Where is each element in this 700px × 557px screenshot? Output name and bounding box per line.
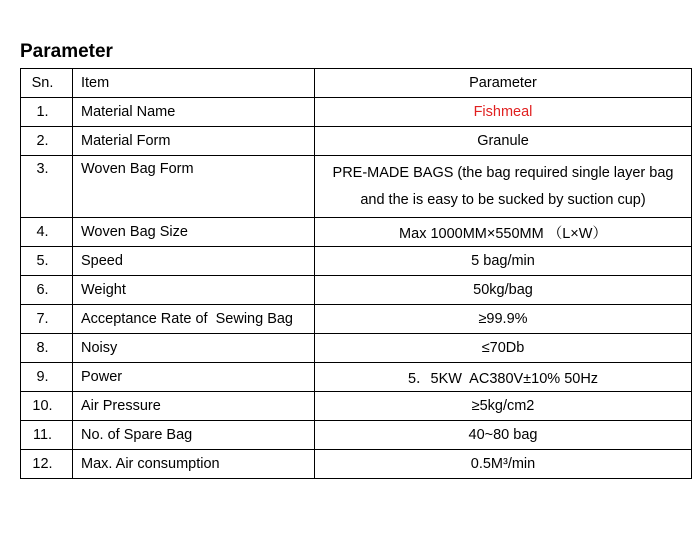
table-header-row bbox=[21, 69, 692, 98]
row-item: Weight bbox=[73, 276, 315, 305]
row-value: Max 1000MM×550MM （L×W） bbox=[315, 218, 692, 247]
table-row bbox=[21, 276, 692, 305]
row-value bbox=[315, 156, 692, 218]
row-value-line1: PRE-MADE BAGS (the bag required single layer bag bbox=[332, 164, 674, 181]
table-row bbox=[21, 98, 692, 127]
row-item: Material Form bbox=[73, 127, 315, 156]
parameter-table bbox=[20, 68, 692, 479]
header-item: Item bbox=[73, 69, 315, 98]
row-item: Air Pressure bbox=[73, 392, 315, 421]
row-sn: 8. bbox=[21, 334, 73, 363]
row-value: 5．5KW AC380V±10% 50Hz bbox=[315, 363, 692, 392]
table-row bbox=[21, 247, 692, 276]
row-item: Speed bbox=[73, 247, 315, 276]
header-sn: Sn. bbox=[21, 69, 73, 98]
row-sn: 7. bbox=[21, 305, 73, 334]
row-value: Fishmeal bbox=[315, 98, 692, 127]
row-sn: 6. bbox=[21, 276, 73, 305]
table-row bbox=[21, 334, 692, 363]
table-row bbox=[21, 363, 692, 392]
row-sn: 11. bbox=[21, 421, 73, 450]
row-item: Woven Bag Size bbox=[73, 218, 315, 247]
row-value: ≤70Db bbox=[315, 334, 692, 363]
table-row bbox=[21, 218, 692, 247]
row-item: No. of Spare Bag bbox=[73, 421, 315, 450]
table-row bbox=[21, 421, 692, 450]
row-item: Woven Bag Form bbox=[73, 156, 315, 218]
table-row bbox=[21, 127, 692, 156]
row-sn: 1. bbox=[21, 98, 73, 127]
row-sn: 4. bbox=[21, 218, 73, 247]
row-sn: 12. bbox=[21, 450, 73, 479]
header-parameter: Parameter bbox=[315, 69, 692, 98]
row-item: Power bbox=[73, 363, 315, 392]
table-row bbox=[21, 392, 692, 421]
page-title: Parameter bbox=[20, 41, 113, 62]
row-item: Material Name bbox=[73, 98, 315, 127]
row-sn: 2. bbox=[21, 127, 73, 156]
row-item: Max. Air consumption bbox=[73, 450, 315, 479]
row-value: Granule bbox=[315, 127, 692, 156]
row-value: 5 bag/min bbox=[315, 247, 692, 276]
row-item: Noisy bbox=[73, 334, 315, 363]
row-sn: 9. bbox=[21, 363, 73, 392]
row-value: 50kg/bag bbox=[315, 276, 692, 305]
row-item: Acceptance Rate of Sewing Bag bbox=[73, 305, 315, 334]
row-sn: 5. bbox=[21, 247, 73, 276]
table-row bbox=[21, 450, 692, 479]
row-sn: 3. bbox=[21, 156, 73, 218]
table-row bbox=[21, 156, 692, 218]
row-value: 0.5M³/min bbox=[315, 450, 692, 479]
row-value: 40~80 bag bbox=[315, 421, 692, 450]
row-value: ≥99.9% bbox=[315, 305, 692, 334]
row-value-line2: and the is easy to be sucked by suction cup) bbox=[360, 191, 646, 208]
row-sn: 10. bbox=[21, 392, 73, 421]
table-row bbox=[21, 305, 692, 334]
row-value: ≥5kg/cm2 bbox=[315, 392, 692, 421]
